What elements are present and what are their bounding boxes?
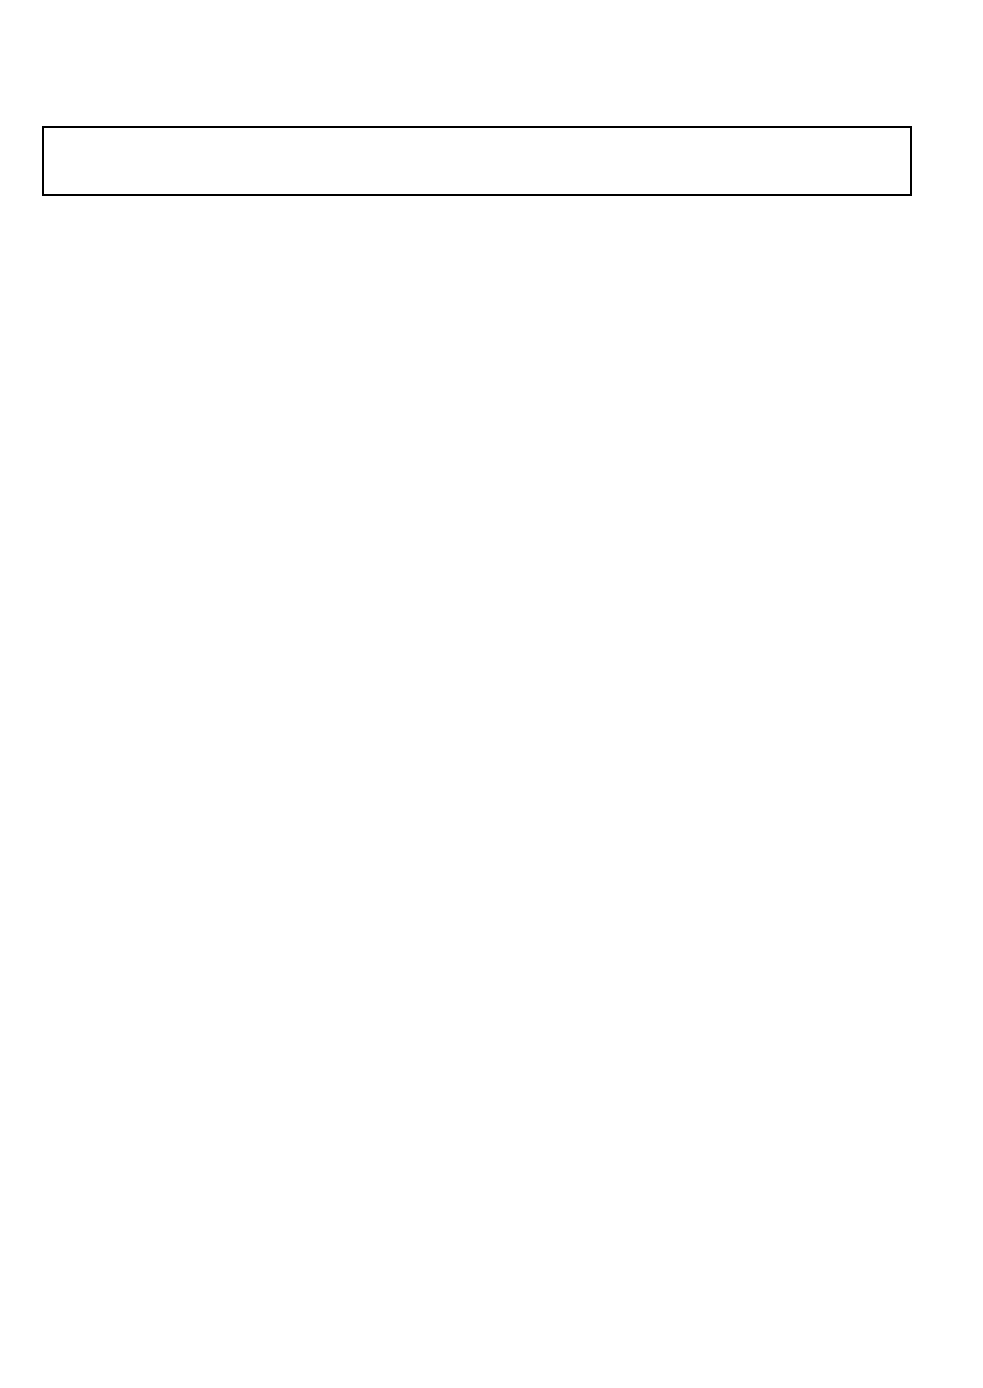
- blank-box: [42, 126, 912, 196]
- star-decoration-row: [242, 88, 702, 128]
